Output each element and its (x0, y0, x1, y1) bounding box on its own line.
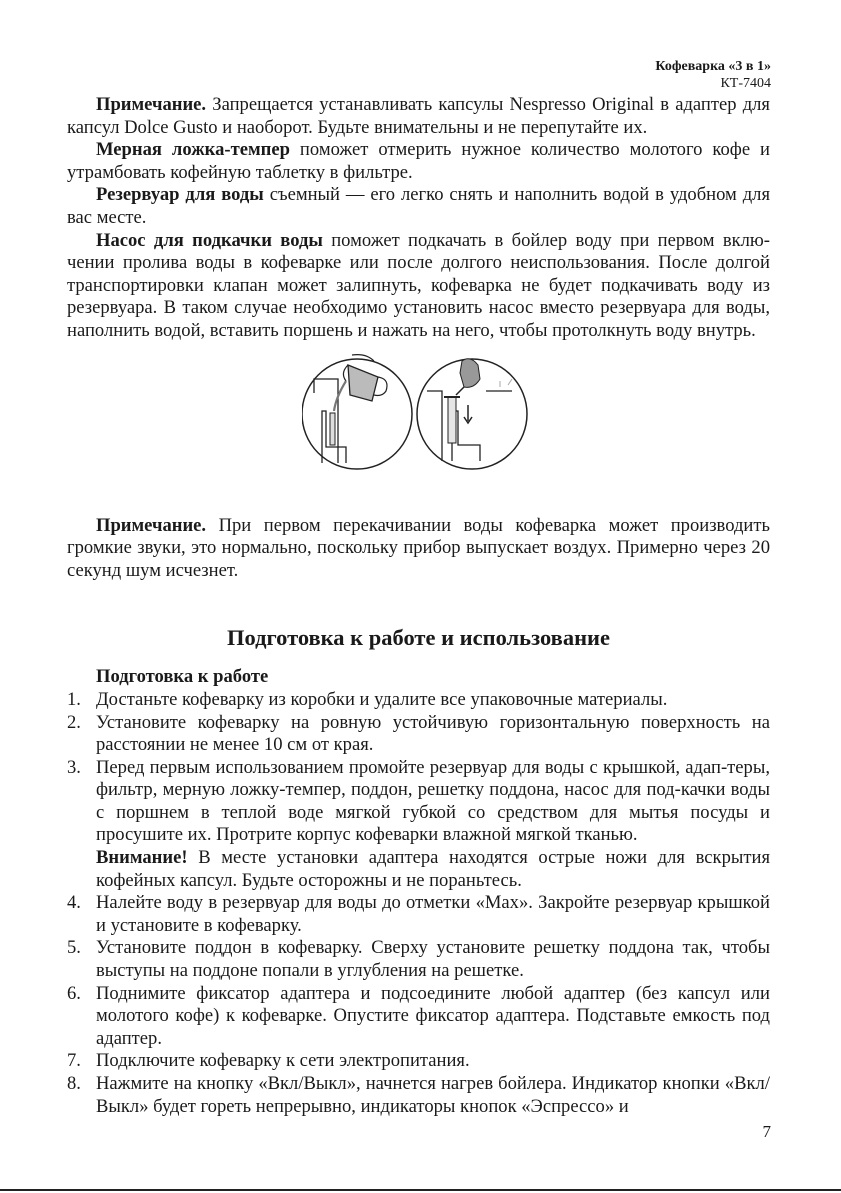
paragraph-water-pump (67, 230, 770, 343)
section-title: Подготовка к работе и использование (226, 625, 610, 651)
press-pump-piston-icon (417, 358, 527, 468)
subheading: Подготовка к работе (96, 666, 269, 688)
page-number: 7 (762, 1122, 771, 1141)
step-item (67, 1050, 770, 1073)
paragraph-note-text: Запрещается устанавливать капсулы Nespresso Original в адаптер для капсул Dolce Gusto и наоборот. Будьте внимательны и не перепутайте их. (67, 94, 770, 138)
bottom-divider (0, 1189, 841, 1191)
step-number: 6. (67, 982, 81, 1004)
step-number: 8. (67, 1073, 81, 1094)
paragraph-tamper-spoon (67, 139, 770, 184)
paragraph-note-noise-text: При первом перекачивании воды кофеварка может производить громкие звуки, это нормально, поскольку прибор выпускает воздух. Примерно через 20 секунд шум исчезнет. (67, 514, 770, 581)
paragraph-water-tank (67, 184, 770, 229)
paragraph-pump-text: поможет подкачать в бойлер воду при первом вклю-чении пролива воды в кофеварке или после долгого неиспользования. После долгой транспортировки клапан может залипнуть, кофеварка не будет подкачивать воду из резервуара. В таком случае необходимо установить насос вместо резервуара для воды, наполнить водой, вставить поршень и нажать на него, чтобы протолкнуть воду внутрь. (67, 229, 770, 341)
step-number: 3. (67, 756, 81, 778)
paragraph-pump-lead: Насос для подкачки воды (96, 229, 323, 251)
header-model-number: КТ-7404 (720, 76, 771, 91)
step-warning (96, 847, 770, 892)
step-item (67, 1073, 770, 1118)
paragraph-note-noise-lead: Примечание. (96, 514, 207, 536)
pour-water-into-pump-icon (302, 354, 412, 468)
paragraph-tamper-text: поможет отмерить нужное количество молотого кофе и утрамбовать кофейную таблетку в фильтре. (67, 139, 770, 183)
step-number: 4. (67, 892, 81, 914)
paragraph-note-lead: Примечание. (96, 94, 207, 115)
paragraph-tamper-lead: Мерная ложка-темпер (96, 139, 290, 161)
pump-illustration-graphic (302, 351, 532, 481)
step-number: 7. (67, 1050, 81, 1072)
step-text: Перед первым использованием промойте резервуар для воды с крышкой, адап-теры, фильтр, мерную ложку-темпер, поддон, решетку поддона, насос для под-качки воды с поршнем в теплой воде мягкой губкой со средством для мытья посуды и просушите их. Протрите корпус кофеварки влажной мягкой тканью. (96, 756, 770, 846)
pump-illustration (67, 351, 770, 501)
step-number: 2. (67, 711, 81, 733)
paragraph-tank-text: съемный — его легко снять и наполнить водой в удобном для вас месте. (67, 184, 770, 228)
step-text: Подключите кофеварку к сети электропитания. (96, 1050, 470, 1072)
page-header (655, 58, 771, 92)
step-item (67, 689, 770, 712)
step-item (67, 983, 770, 1051)
step-text: Установите поддон в кофеварку. Сверху установите решетку поддона так, чтобы выступы на поддоне попали в углубления на решетке. (96, 937, 770, 982)
step-text: Налейте воду в резервуар для воды до отметки «Max». Закройте резервуар крышкой и установите в кофеварку. (96, 892, 770, 936)
paragraph-tank-lead: Резервуар для воды (96, 184, 264, 206)
step-text: Нажмите на кнопку «Вкл/Выкл», начнется нагрев бойлера. Индикатор кнопки «Вкл/Выкл» будет гореть непрерывно, индикаторы кнопок «Эспрессо» и (96, 1073, 770, 1117)
step-number: 1. (67, 688, 81, 710)
preparation-steps-list (67, 689, 770, 1118)
page-content (67, 94, 770, 1118)
step-text: Установите кофеварку на ровную устойчивую горизонтальную поверхность на расстоянии не менее 10 см от края. (96, 711, 770, 756)
step-item (67, 892, 770, 937)
paragraph-note-noise (67, 515, 770, 583)
step-item (67, 757, 770, 893)
step-warning-lead: Внимание! (96, 847, 188, 869)
step-number: 5. (67, 937, 81, 959)
step-text: Поднимите фиксатор адаптера и подсоедините любой адаптер (без капсул или молотого кофе) к кофеварке. Опустите фиксатор адаптера. Подставьте емкость под адаптер. (96, 982, 770, 1049)
step-warning-text: В месте установки адаптера находятся острые ножи для вскрытия кофейных капсул. Будьте осторожны и не пораньтесь. (96, 847, 770, 891)
step-item (67, 712, 770, 757)
step-item (67, 937, 770, 982)
step-text: Достаньте кофеварку из коробки и удалите все упаковочные материалы. (96, 688, 668, 710)
paragraph-note (67, 94, 770, 139)
header-product-name: Кофеварка «3 в 1» (655, 59, 771, 74)
